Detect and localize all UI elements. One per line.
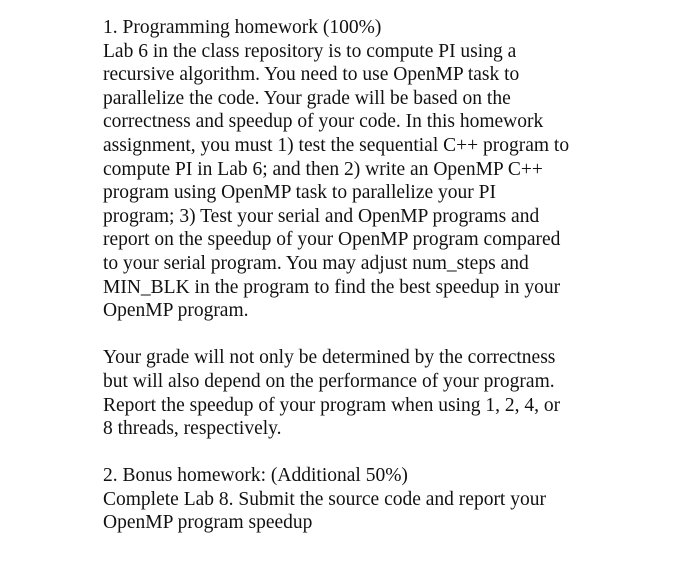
text-line: to your serial program. You may adjust num_steps and <box>103 252 529 274</box>
text-line: Lab 6 in the class repository is to compute PI using a <box>103 40 517 62</box>
document-body <box>103 16 683 535</box>
text-line: OpenMP program speedup <box>103 512 313 534</box>
text-line: assignment, you must 1) test the sequential C++ program to <box>103 134 570 156</box>
grading-section <box>103 346 683 440</box>
text-line: 8 threads, respectively. <box>103 418 282 440</box>
text-line: recursive algorithm. You need to use OpenMP task to <box>103 64 520 86</box>
text-line: but will also depend on the performance of your program. <box>103 370 555 392</box>
bonus-homework-section <box>103 464 683 535</box>
section-heading: 1. Programming homework (100%) <box>103 17 382 38</box>
programming-homework-section <box>103 16 683 323</box>
paragraph-spacer <box>103 441 683 465</box>
text-line: parallelize the code. Your grade will be based on the <box>103 87 511 109</box>
text-line: compute PI in Lab 6; and then 2) write an OpenMP C++ <box>103 158 543 180</box>
text-line: report on the speedup of your OpenMP program compared <box>103 229 561 251</box>
text-line: Complete Lab 8. Submit the source code and report your <box>103 488 546 510</box>
text-line: program; 3) Test your serial and OpenMP programs and <box>103 205 540 227</box>
paragraph-spacer <box>103 323 683 347</box>
text-line: MIN_BLK in the program to find the best speedup in your <box>103 276 561 298</box>
text-line: OpenMP program. <box>103 300 249 322</box>
section-heading: 2. Bonus homework: (Additional 50%) <box>103 465 408 487</box>
text-line: Your grade will not only be determined by the correctness <box>103 347 556 369</box>
text-line: program using OpenMP task to parallelize your PI <box>103 182 496 204</box>
text-line: correctness and speedup of your code. In this homework <box>103 111 544 133</box>
text-line: Report the speedup of your program when using 1, 2, 4, or <box>103 394 561 416</box>
